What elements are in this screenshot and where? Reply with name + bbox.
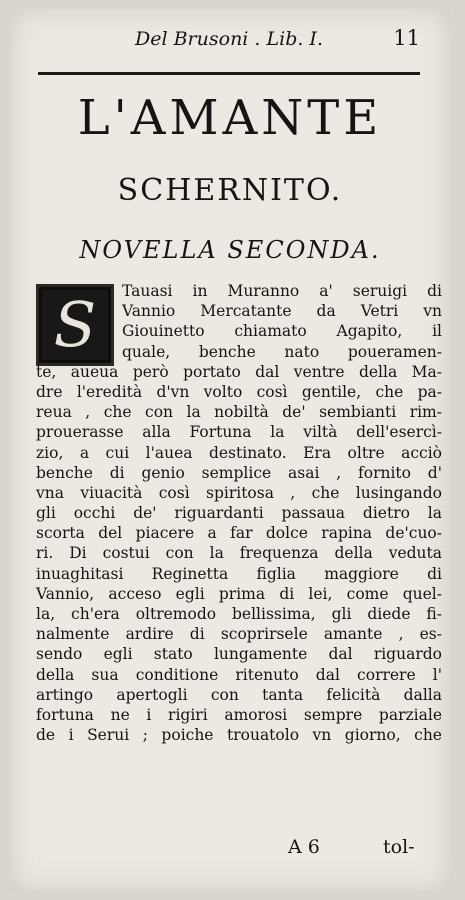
text-line: zio, a cui l'auea destinato. Era oltre acciò bbox=[36, 443, 442, 462]
text-line: prouerasse alla Fortuna la viltà dell'esercì- bbox=[36, 423, 442, 442]
text-line: la, ch'era oltremodo bellissima, gli diede fi- bbox=[36, 605, 442, 623]
catchword: tol- bbox=[383, 836, 415, 858]
text-line: scorta del piacere a far dolce rapina de'cuo- bbox=[36, 524, 442, 543]
text-line: fortuna ne i rigiri amorosi sempre parziale bbox=[36, 705, 442, 724]
text-line: te, aueua però portato dal ventre della Ma- bbox=[36, 362, 442, 381]
text-line: sendo egli stato lungamente dal riguardo bbox=[36, 645, 442, 664]
text-line: dre l'eredità d'vn volto così gentile, che pa- bbox=[36, 382, 442, 401]
story-subtitle: SCHERNITO. bbox=[117, 173, 343, 208]
running-header bbox=[135, 26, 420, 50]
initial-letter: S bbox=[53, 288, 97, 361]
novella-heading: NOVELLA SECONDA. bbox=[79, 236, 381, 264]
signature-mark: A 6 bbox=[288, 836, 320, 858]
running-head-text: Del Brusoni . Lib. I. bbox=[135, 28, 323, 50]
text-line: nalmente ardire di scoprirsele amante , es- bbox=[36, 625, 442, 644]
text-line: benche di genio semplice asai , fornito d' bbox=[36, 463, 442, 482]
text-line: quale, benche nato poueramen- bbox=[122, 342, 442, 361]
header-rule bbox=[38, 72, 420, 75]
text-line: gli occhi de' riguardanti passaua dietro la bbox=[36, 504, 442, 523]
text-line: inuaghitasi Reginetta figlia maggiore di bbox=[36, 564, 442, 583]
story-title: L'AMANTE bbox=[77, 90, 383, 146]
text-line: Vannio, acceso egli prima di lei, come quel- bbox=[36, 584, 442, 603]
text-line: reua , che con la nobiltà de' sembianti rim- bbox=[36, 403, 442, 422]
body-text bbox=[36, 281, 442, 745]
page-number: 11 bbox=[393, 26, 420, 50]
text-line: Vannio Mercatante da Vetri vn bbox=[122, 302, 442, 321]
text-line: ri. Di costui con la frequenza della veduta bbox=[36, 544, 442, 563]
text-line: della sua conditione ritenuto dal correre l' bbox=[36, 665, 442, 684]
text-line: Giouinetto chiamato Agapito, il bbox=[122, 322, 442, 341]
text-line: de i Serui ; poiche trouatolo vn giorno, che bbox=[36, 726, 442, 745]
text-line: vna viuacità così spiritosa , che lusingando bbox=[36, 483, 442, 502]
text-line: Tauasi in Muranno a' seruigi di bbox=[122, 282, 442, 300]
text-line: artingo apertogli con tanta felicità dalla bbox=[36, 685, 442, 704]
